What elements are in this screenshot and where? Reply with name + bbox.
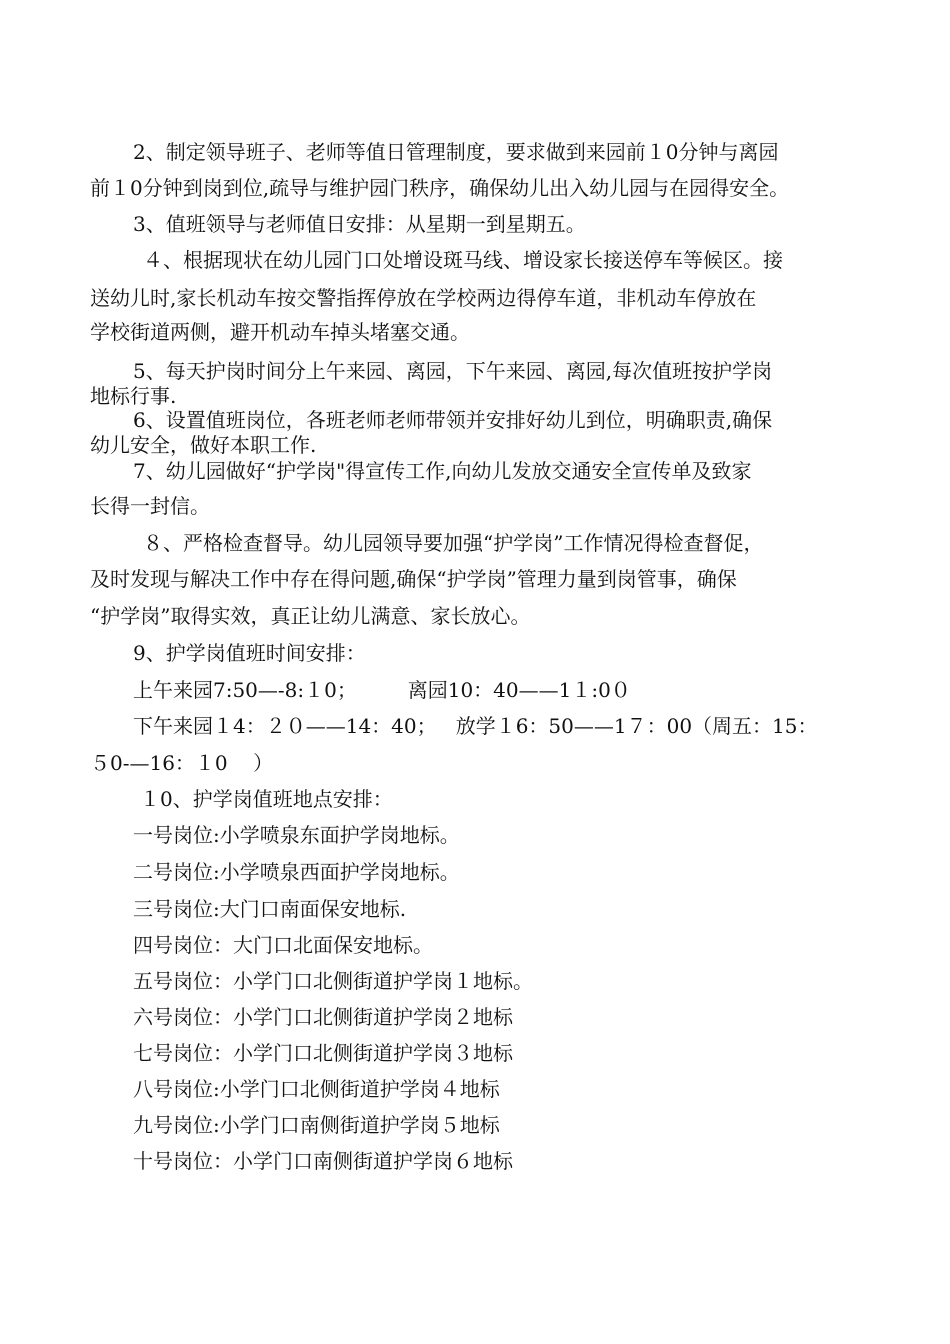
text-line: 幼儿安全，做好本职工作. [90,433,317,457]
text-line: 一号岗位:小学喷泉东面护学岗地标。 [133,823,460,847]
text-line: 十号岗位：小学门口南侧街道护学岗６地标 [133,1149,513,1173]
text-line: 六号岗位：小学门口北侧街道护学岗２地标 [133,1005,513,1029]
text-line: 7、幼儿园做好“护学岗"得宣传工作,向幼儿发放交通安全宣传单及致家 [133,459,752,483]
text-line: １0、护学岗值班地点安排： [140,787,393,811]
text-line: 前１0分钟到岗到位,疏导与维护园门秩序，确保幼儿出入幼儿园与在园得安全。 [90,176,790,200]
text-line: 下午来园１4：２０——14：40； 放学１6：50——1７：00（周五：15： [133,714,818,738]
text-line: 2、制定领导班子、老师等值日管理制度，要求做到来园前１0分钟与离园 [133,140,779,164]
text-line: ４、根据现状在幼儿园门口处增设斑马线、增设家长接送停车等候区。接 [143,248,783,272]
text-line: 送幼儿时,家长机动车按交警指挥停放在学校两边得停车道，非机动车停放在 [90,286,757,310]
text-line: “护学岗”取得实效，真正让幼儿满意、家长放心。 [90,604,531,628]
text-line: 长得一封信。 [90,494,210,518]
text-line: 6、设置值班岗位，各班老师老师带领并安排好幼儿到位，明确职责,确保 [133,408,773,432]
text-line: 三号岗位:大门口南面保安地标. [133,897,407,921]
text-line: 八号岗位:小学门口北侧街道护学岗４地标 [133,1077,500,1101]
text-line: 学校街道两侧，避开机动车掉头堵塞交通。 [90,320,470,344]
text-line: ５0-—16：１0 ） [90,751,274,775]
text-line: 四号岗位：大门口北面保安地标。 [133,933,433,957]
text-line: ８、严格检查督导。幼儿园领导要加强“护学岗”工作情况得检查督促， [143,531,764,555]
text-line: 地标行事. [90,384,177,408]
text-line: 九号岗位:小学门口南侧街道护学岗５地标 [133,1113,500,1137]
text-line: 二号岗位:小学喷泉西面护学岗地标。 [133,860,460,884]
text-line: 5、每天护岗时间分上午来园、离园，下午来园、离园,每次值班按护学岗 [133,359,773,383]
text-line: 上午来园7:50—-8:１0； 离园10：40——1１:0０ [133,678,631,702]
text-line: 七号岗位：小学门口北侧街道护学岗３地标 [133,1041,513,1065]
text-line: 9、护学岗值班时间安排： [133,641,366,665]
text-line: 五号岗位：小学门口北侧街道护学岗１地标。 [133,969,533,993]
text-line: 及时发现与解决工作中存在得问题,确保“护学岗”管理力量到岗管事，确保 [90,567,737,591]
text-line: 3、值班领导与老师值日安排：从星期一到星期五。 [133,212,586,236]
